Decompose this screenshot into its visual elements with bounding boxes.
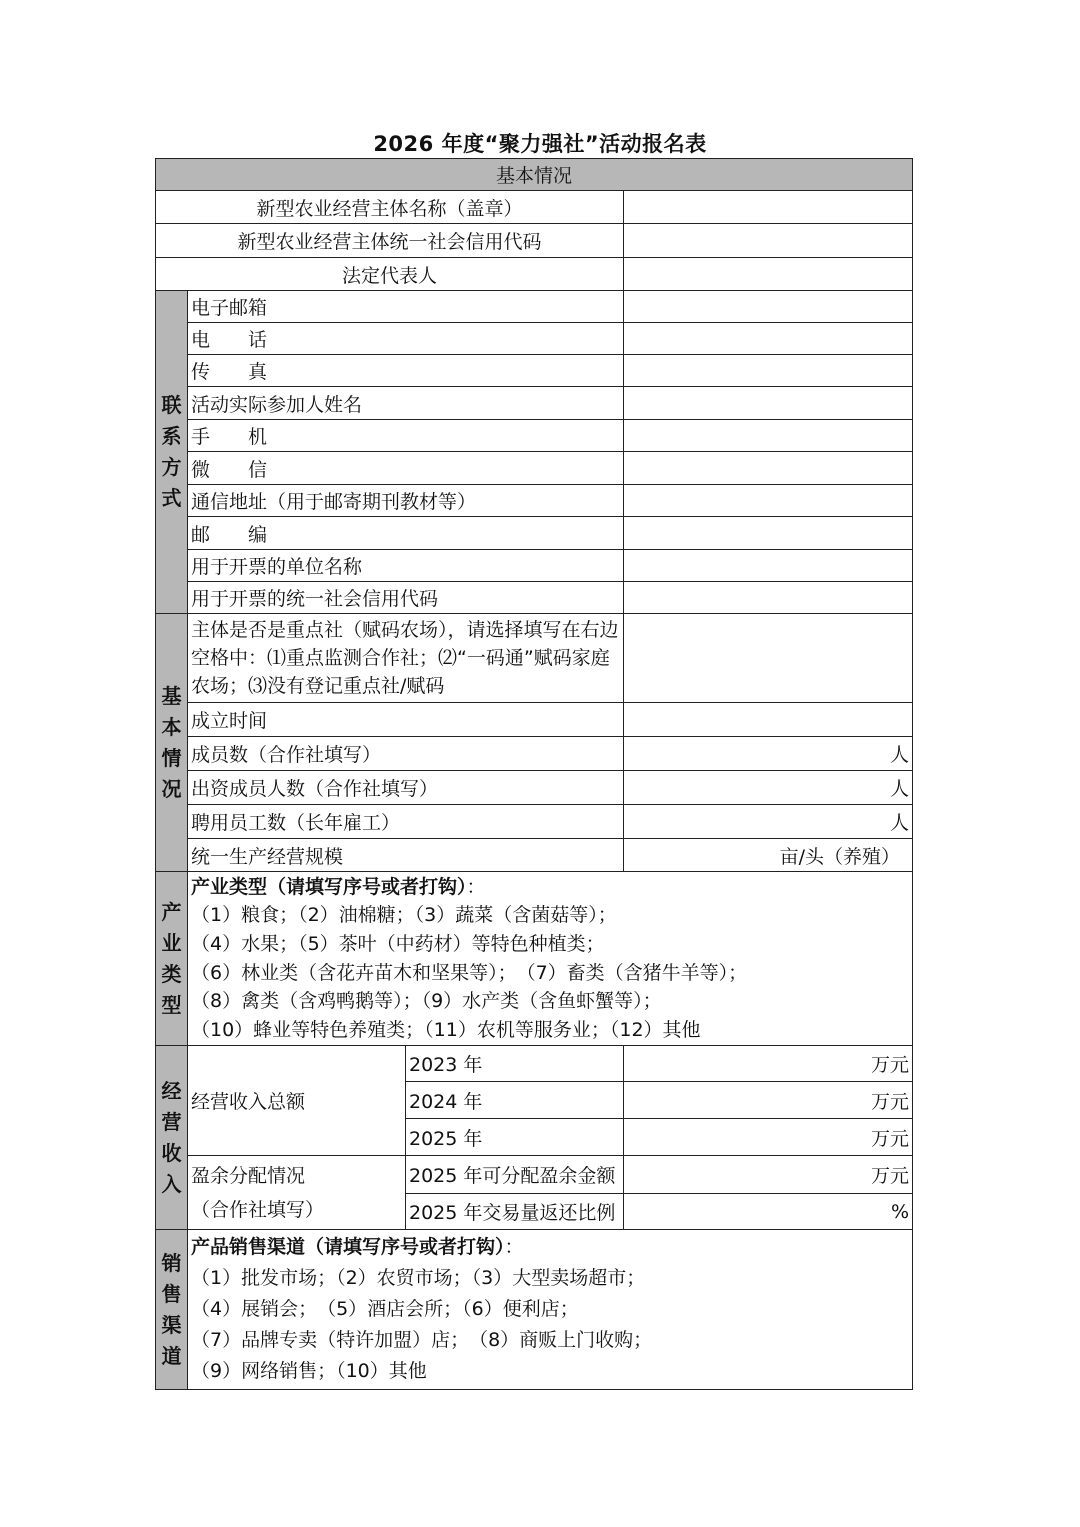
investing-members-label: 出资成员人数（合作社填写） bbox=[188, 771, 624, 805]
contact-side-label: 联系方式 bbox=[156, 291, 188, 614]
year-2025-field[interactable]: 万元 bbox=[624, 1119, 913, 1156]
industry-line: （6）林业类（含花卉苗木和坚果等）； （7）畜类（含猪牛羊等）； bbox=[191, 961, 748, 984]
industry-side-label: 产业类型 bbox=[156, 872, 188, 1046]
legal-rep-label: 法定代表人 bbox=[156, 258, 624, 291]
rebate-ratio-field[interactable]: % bbox=[624, 1194, 913, 1230]
entity-name-label: 新型农业经营主体名称（盖章） bbox=[156, 191, 624, 224]
surplus-label: 盈余分配情况 bbox=[191, 1164, 306, 1187]
sales-line: （7）品牌专卖（特许加盟）店； （8）商贩上门收购； bbox=[191, 1329, 653, 1351]
invoice-name-field[interactable] bbox=[624, 550, 913, 582]
sales-heading: 产品销售渠道（请填写序号或者打钩） bbox=[191, 1236, 505, 1258]
employees-field[interactable]: 人 bbox=[624, 805, 913, 839]
wechat-label: 微 信 bbox=[188, 452, 624, 485]
entity-name-field[interactable] bbox=[624, 191, 913, 224]
founded-field[interactable] bbox=[624, 703, 913, 737]
email-field[interactable] bbox=[624, 291, 913, 323]
phone-label: 电 话 bbox=[188, 323, 624, 355]
basic-side-label: 基本情况 bbox=[156, 614, 188, 872]
distributable-surplus-label: 2025 年可分配盈余金额 bbox=[406, 1156, 624, 1194]
industry-line: （10）蜂业等特色养殖类；（11）农机等服务业；（12）其他 bbox=[191, 1018, 701, 1041]
sales-options[interactable] bbox=[188, 1230, 913, 1390]
credit-code-field[interactable] bbox=[624, 224, 913, 258]
surplus-sublabel: （合作社填写） bbox=[191, 1198, 325, 1221]
invoice-credit-code-label: 用于开票的统一社会信用代码 bbox=[188, 582, 624, 614]
sales-line: （4）展销会； （5）酒店会所；（6）便利店； bbox=[191, 1298, 579, 1320]
industry-line: （1）粮食；（2）油棉糖；（3）蔬菜（含菌菇等）； bbox=[191, 904, 617, 927]
year-2025-label: 2025 年 bbox=[406, 1119, 624, 1156]
postcode-field[interactable] bbox=[624, 517, 913, 550]
industry-line: （8）禽类（含鸡鸭鹅等）；（9）水产类（含鱼虾蟹等）； bbox=[191, 990, 662, 1013]
industry-line: （4）水果；（5）茶叶（中药材）等特色种植类； bbox=[191, 932, 605, 955]
year-2023-label: 2023 年 bbox=[406, 1046, 624, 1082]
participant-name-field[interactable] bbox=[624, 387, 913, 420]
founded-label: 成立时间 bbox=[188, 703, 624, 737]
postcode-label: 邮 编 bbox=[188, 517, 624, 550]
investing-members-field[interactable]: 人 bbox=[624, 771, 913, 805]
mobile-field[interactable] bbox=[624, 420, 913, 452]
revenue-side-label: 经营收入 bbox=[156, 1046, 188, 1230]
scale-field[interactable]: 亩/头（养殖） bbox=[624, 839, 913, 872]
mobile-label: 手 机 bbox=[188, 420, 624, 452]
mailing-address-field[interactable] bbox=[624, 485, 913, 517]
phone-field[interactable] bbox=[624, 323, 913, 355]
wechat-field[interactable] bbox=[624, 452, 913, 485]
registration-form-table bbox=[155, 158, 913, 1390]
fax-field[interactable] bbox=[624, 355, 913, 387]
credit-code-label: 新型农业经营主体统一社会信用代码 bbox=[156, 224, 624, 258]
industry-heading-suffix: ： bbox=[466, 875, 486, 898]
sales-line: （9）网络销售；（10）其他 bbox=[191, 1360, 427, 1382]
fax-label: 传 真 bbox=[188, 355, 624, 387]
section-header: 基本情况 bbox=[156, 159, 913, 191]
sales-side-label: 销售渠道 bbox=[156, 1230, 188, 1390]
mailing-address-label: 通信地址（用于邮寄期刊教材等） bbox=[188, 485, 624, 517]
rebate-ratio-label: 2025 年交易量返还比例 bbox=[406, 1194, 624, 1230]
invoice-name-label: 用于开票的单位名称 bbox=[188, 550, 624, 582]
sales-heading-suffix: ： bbox=[504, 1236, 524, 1258]
key-coop-question: 主体是否是重点社（赋码农场），请选择填写在右边空格中：⑴重点监测合作社；⑵“一码通”赋码家庭农场；⑶没有登记重点社/赋码 bbox=[188, 614, 624, 703]
legal-rep-field[interactable] bbox=[624, 258, 913, 291]
sales-line: （1）批发市场；（2）农贸市场；（3）大型卖场超市； bbox=[191, 1267, 646, 1289]
members-label: 成员数（合作社填写） bbox=[188, 737, 624, 771]
year-2024-label: 2024 年 bbox=[406, 1082, 624, 1119]
year-2023-field[interactable]: 万元 bbox=[624, 1046, 913, 1082]
revenue-total-label: 经营收入总额 bbox=[188, 1046, 406, 1156]
form-title: 2026 年度“聚力强社”活动报名表 bbox=[373, 132, 707, 156]
participant-name-label: 活动实际参加人姓名 bbox=[188, 387, 624, 420]
distributable-surplus-field[interactable]: 万元 bbox=[624, 1156, 913, 1194]
industry-heading: 产业类型（请填写序号或者打钩） bbox=[191, 875, 467, 898]
employees-label: 聘用员工数（长年雇工） bbox=[188, 805, 624, 839]
industry-options[interactable] bbox=[188, 872, 913, 1046]
year-2024-field[interactable]: 万元 bbox=[624, 1082, 913, 1119]
invoice-credit-code-field[interactable] bbox=[624, 582, 913, 614]
key-coop-field[interactable] bbox=[624, 614, 913, 703]
email-label: 电子邮箱 bbox=[188, 291, 624, 323]
members-field[interactable]: 人 bbox=[624, 737, 913, 771]
scale-label: 统一生产经营规模 bbox=[188, 839, 624, 872]
